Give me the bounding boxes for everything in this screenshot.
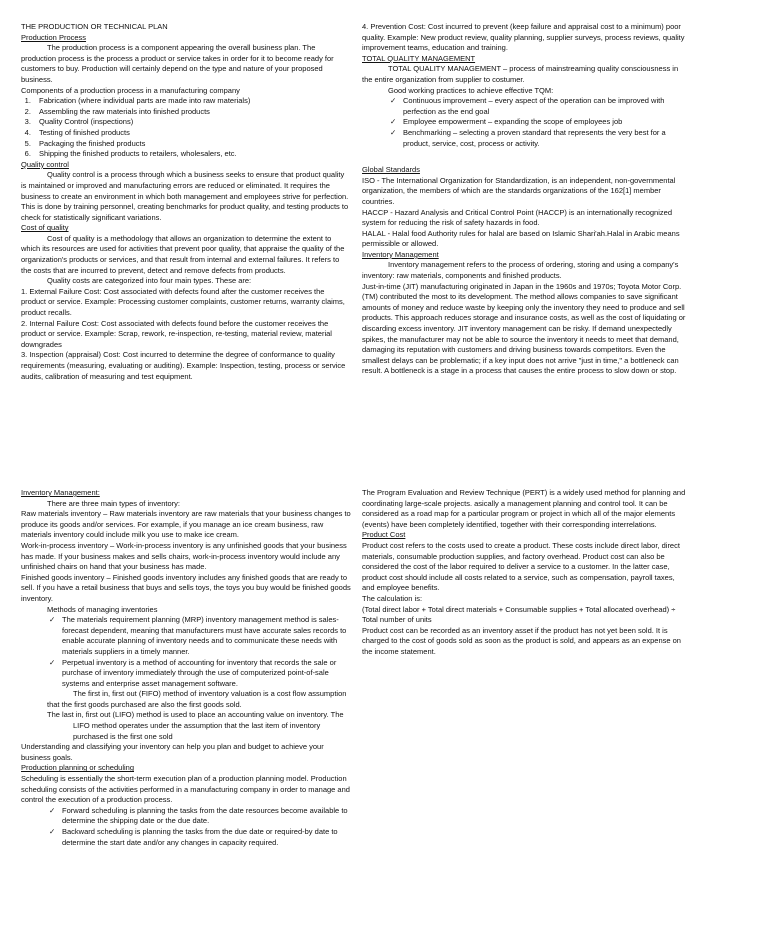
components-heading: Components of a production process in a manufacturing company <box>21 85 240 95</box>
check-mark-icon: ✓ <box>49 805 56 815</box>
inventory-types-intro: There are three main types of inventory: <box>47 498 180 508</box>
methods-heading: Methods of managing inventories <box>47 604 158 614</box>
internal-failure-cost: 2. Internal Failure Cost: Cost associated with defects found before the customer receives the product or service. Example: Scrap, rework, re-inspection, re-testing, material review, material downgrades <box>21 318 332 349</box>
list-item: 4. Testing of finished products <box>33 128 351 139</box>
lifo-text-a: The last in, first out (LIFO) method is used to place an accounting value on inventory. The <box>47 710 344 720</box>
column-top-right <box>362 22 688 377</box>
cost-of-quality-text: Cost of quality is a methodology that allows an organization to determine the extent to which its resources are used for activities that prevent poor quality, that appraise the quality of the organization's products or services, and that result from internal and external failures. It refers to the costs that are incurred to prevent, detect and remove defects from products. <box>21 233 345 275</box>
tqm-intro: Good working practices to achieve effective TQM: <box>388 85 554 95</box>
work-in-process-text: Work-in-process inventory – Work-in-process inventory is any unfinished goods that your business has made. If your business makes and sells chairs, work-in-process inventory would include any unfinished chairs on hand that your business has made. <box>21 540 347 572</box>
halal-text: HALAL - Halal food Authority rules for halal are based on Islamic Shari'ah.Halal in Arabic means permissible or allowed. <box>362 228 680 249</box>
list-item: 5. Packaging the finished products <box>33 139 351 150</box>
column-bottom-right <box>362 488 688 658</box>
list-item: 3. Quality Control (inspections) <box>33 117 351 128</box>
fifo-text: The first in, first out (FIFO) method of inventory valuation is a cost flow assumption that the first goods purchased are also the first goods sold. <box>47 689 347 709</box>
jit-text: Just-in-time (JIT) manufacturing originated in Japan in the 1960s and 1970s; Toyota Motor Corp. (TM) contributed the most to its development. The method allows companies to save significant amounts of money and reduce waste by keeping only the inventory they need to produce and sell products. This approach reduces storage and insurance costs, as well as the cost of liquidating or discarding excess inventory. JIT inventory management can be risky. If demand unexpectedly spikes, the manufacturer may not be able to source the inventory it needs to meet that demand, damaging its reputation with customers and driving business towards competitors. Even the smallest delays can be problematic; if a key input does not arrive "just in time," a bottleneck can result. A bottleneck is a stage in a process that causes the entire process to slow down or stop. <box>362 281 686 376</box>
list-item: ✓ Employee empowerment – expanding the scope of employees job <box>390 117 623 127</box>
quality-control-heading: Quality control <box>21 159 69 169</box>
list-item: ✓ The materials requirement planning (MRP) inventory management method is sales-forecast dependent, meaning that manufacturers must have accurate sales records to enable accurate planning of inventory needs and to communicate these needs with materials suppliers in a timely manner. <box>49 615 347 656</box>
inventory-management-heading: Inventory Management: <box>21 488 100 497</box>
product-cost-heading: Product Cost <box>362 530 406 540</box>
list-item: ✓ Continuous improvement – every aspect of the operation can be improved with perfection as the end goal <box>390 96 665 116</box>
product-cost-formula: (Total direct labor + Total direct materials + Consumable supplies + Total allocated overhead) ÷ Total number of units <box>362 604 676 625</box>
inspection-cost: 3. Inspection (appraisal) Cost: Cost incurred to determine the degree of conformance to quality requirements (measuring, evaluating or auditing). Example: Inspection, testing, process or service audits, calibration of measuring and test equipment. <box>21 350 346 381</box>
prevention-cost: 4. Prevention Cost: Cost incurred to prevent (keep failure and appraisal cost to a minimum) poor quality. Example: New product review, quality planning, supplier surveys, process reviews, quality improvement teams, education and training. <box>362 22 685 53</box>
cost-types-intro: Quality costs are categorized into four main types. These are: <box>47 276 252 286</box>
check-mark-icon: ✓ <box>49 615 56 625</box>
haccp-text: HACCP - Hazard Analysis and Critical Control Point (HACCP) is an internationally recognized system for reducing the risk of safety hazards in food. <box>362 207 672 228</box>
cost-of-quality-heading: Cost of quality <box>21 223 69 233</box>
tqm-text: TOTAL QUALITY MANAGEMENT – process of mainstreaming quality consciousness in the entire organization from supplier to costumer. <box>362 64 679 84</box>
inventory-management-text: Inventory management refers to the process of ordering, storing and using a company's inventory: raw materials, components and finished products. <box>362 260 679 281</box>
list-item: ✓ Forward scheduling is planning the tasks from the date resources become available to determine the shipping date or the due date. <box>49 805 348 826</box>
inventory-management-heading: Inventory Management <box>362 249 439 259</box>
check-mark-icon: ✓ <box>390 96 397 106</box>
pert-text: The Program Evaluation and Review Technique (PERT) is a widely used method for planning and coordinating large-scale projects. asically a management planning and control tool. It can be considered as a road map for a particular program or project in which all of the major elements (events) have been completely identified, together with their corresponding interrelations. <box>362 488 686 529</box>
global-standards-heading: Global Standards <box>362 165 420 175</box>
external-failure-cost: 1. External Failure Cost: Cost associated with defects found after the customer receives the product or service. Example: Processing customer complaints, customer returns, warranty claims, product recalls. <box>21 286 345 318</box>
check-mark-icon: ✓ <box>390 127 397 137</box>
production-process-heading: Production Process <box>21 32 87 42</box>
components-list <box>21 96 351 160</box>
finished-goods-text: Finished goods inventory – Finished goods inventory includes any finished goods that are ready to sell. If you have a retail business that buys and sells toys, the toys you buy would be finished goods inventory. <box>21 572 351 603</box>
tqm-heading: TOTAL QUALITY MANAGEMENT <box>362 53 476 63</box>
column-bottom-left <box>21 488 351 848</box>
methods-list <box>21 615 351 689</box>
raw-materials-text: Raw materials inventory – Raw materials inventory are raw materials that your business changes to produce its goods and/or services. For example, if you manage an ice cream business, raw materials inventory could include milk you use to make ice cream. <box>21 509 351 540</box>
lifo-text-b: LIFO method operates under the assumption that the last item of inventory purchased is the first one sold <box>73 721 321 741</box>
check-mark-icon: ✓ <box>390 117 397 127</box>
understanding-text: Understanding and classifying your inventory can help you plan and budget to achieve your business goals. <box>21 742 324 762</box>
product-cost-text-2: Product cost can be recorded as an inventory asset if the product has not yet been sold. It is charged to the cost of goods sold as soon as the product is sold, and appears as an expense on the income statement. <box>362 625 681 656</box>
spacer <box>362 149 688 165</box>
list-item: ✓ Perpetual inventory is a method of accounting for inventory that records the sale or purchase of inventory immediately through the use of computerized point-of-sale systems and enterprise asset management software. <box>49 657 337 688</box>
check-mark-icon: ✓ <box>49 657 56 667</box>
scheduling-list <box>21 806 351 848</box>
list-item: ✓ Backward scheduling is planning the tasks from the due date or required-by date to determine the start date and/or any changes in capacity required. <box>49 827 338 847</box>
list-item: 1. Fabrication (where individual parts are made into raw materials) <box>33 96 351 107</box>
iso-text: ISO - The International Organization for Standardization, is an independent, non-governmental organization, the members of which are the standards organizations of the 162[1] member countries. <box>362 175 676 206</box>
tqm-practices-list <box>362 96 688 149</box>
calculation-label: The calculation is: <box>362 593 423 603</box>
production-process-text: The production process is a component appearing the overall business plan. The production process is the process a product or service takes in order for it to become ready for customers to buy. Production will certainly depend on the type and nature of your proposed business. <box>21 43 334 84</box>
product-cost-text: Product cost refers to the costs used to create a product. These costs include direct labor, direct materials, consumable production supplies, and factory overhead. Product cost can also be considered the cost of the labor required to deliver a service to a customer. In the latter case, product cost should include all costs related to a service, such as compensation, payroll taxes, and employee benefits. <box>362 540 680 593</box>
list-item: ✓ Benchmarking – selecting a proven standard that represents the very best for a product, service, cost, process or activity. <box>390 127 666 148</box>
check-mark-icon: ✓ <box>49 827 56 836</box>
column-top-left <box>21 22 351 382</box>
list-item: 2. Assembling the raw materials into finished products <box>33 107 351 118</box>
document-title: THE PRODUCTION OR TECHNICAL PLAN <box>21 22 168 31</box>
production-planning-heading: Production planning or scheduling <box>21 763 134 773</box>
quality-control-text: Quality control is a process through which a business seeks to ensure that product quality is maintained or improved and manufacturing errors are reduced or eliminated. It requires the business to create an environment in which both management and employees strive for perfection. This is done by training personnel, creating benchmarks for product quality, and testing products to check for statistically significant variations. <box>21 170 349 222</box>
production-planning-text: Scheduling is essentially the short-term execution plan of a production planning model. Production scheduling consists of the activities performed in a manufacturing company in order to manage and control the execution of a production process. <box>21 774 350 805</box>
list-item: 6. Shipping the finished products to retailers, wholesalers, etc. <box>33 149 351 160</box>
